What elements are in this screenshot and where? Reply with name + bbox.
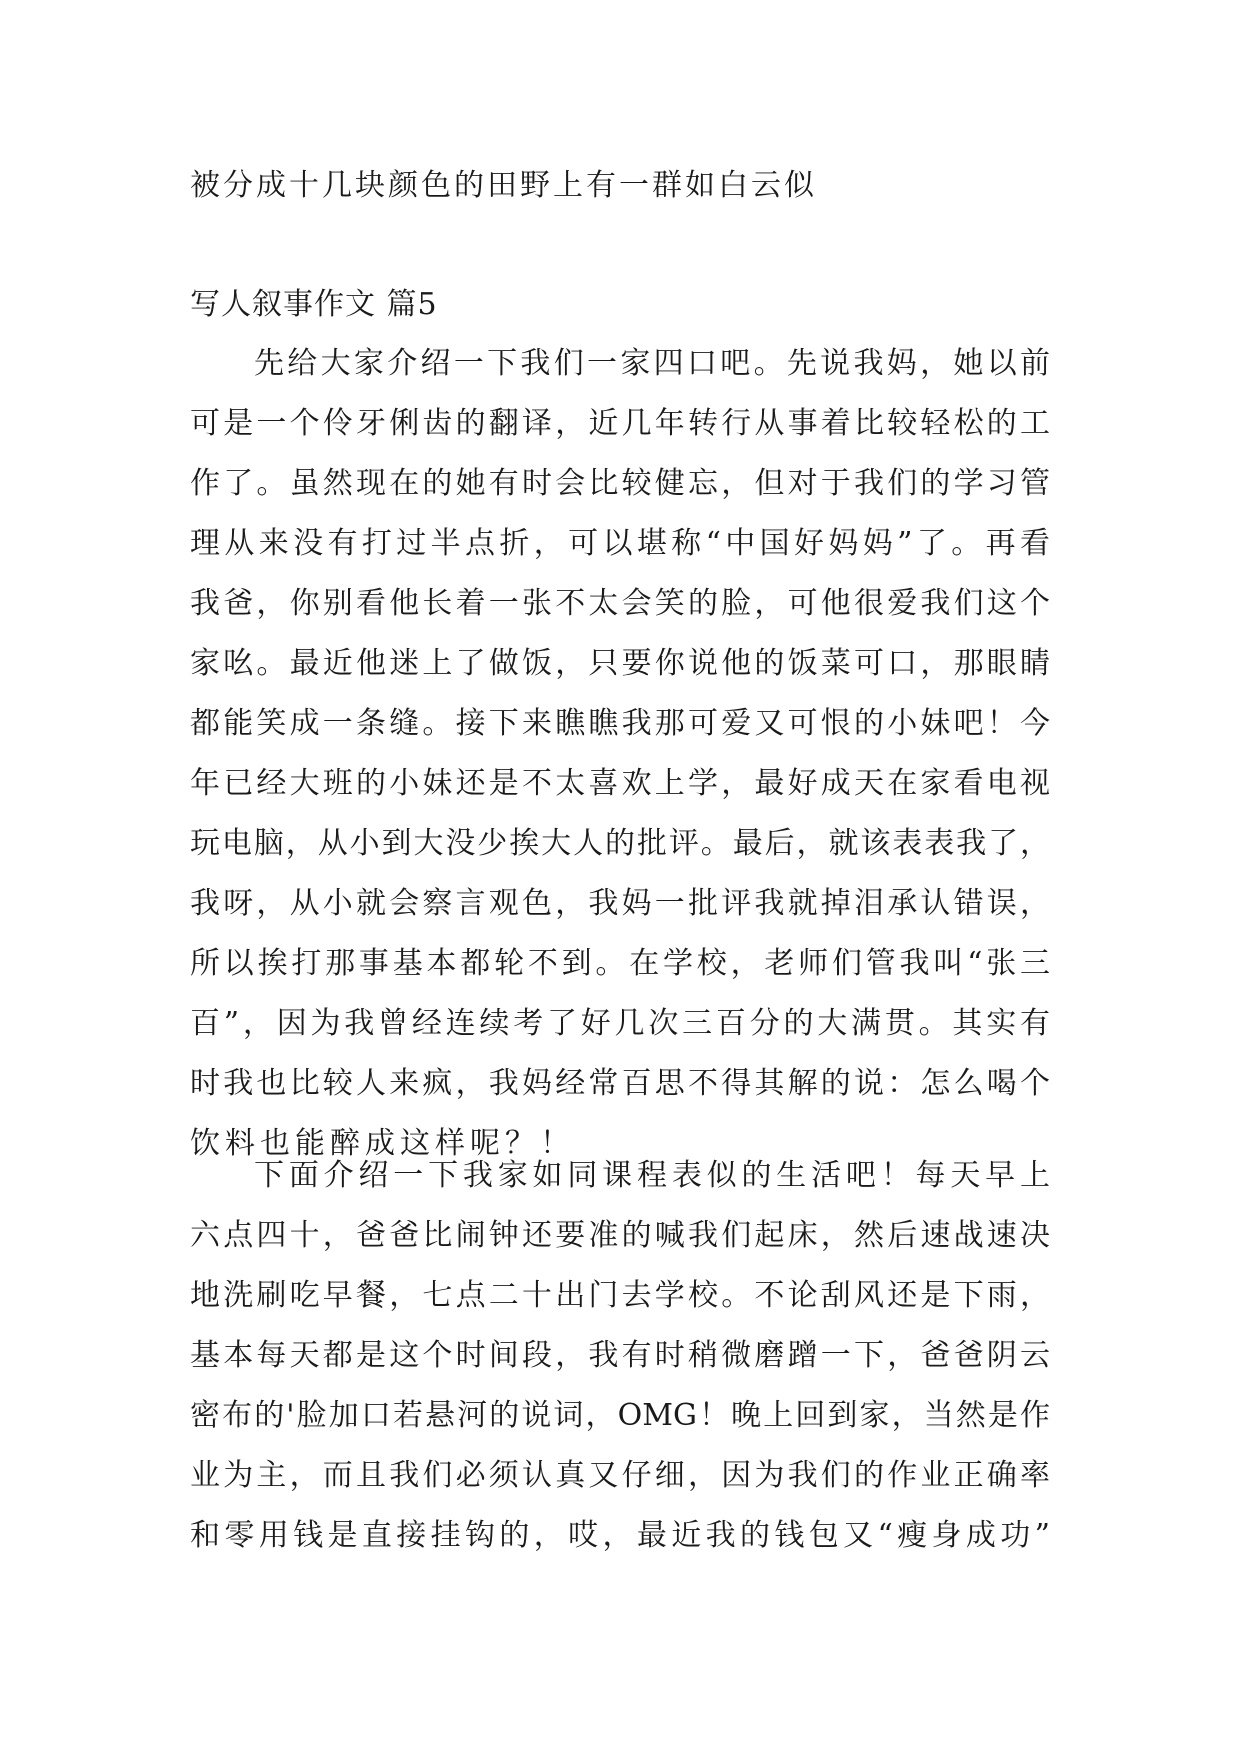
paragraph-line: 时我也比较人来疯，我妈经常百思不得其解的说：怎么喝个 (190, 1066, 1050, 1101)
paragraph-line: 年已经大班的小妹还是不太喜欢上学，最好成天在家看电视 (190, 766, 1050, 801)
paragraph-line: 六点四十，爸爸比闹钟还要准的喊我们起床，然后速战速决 (190, 1218, 1050, 1253)
paragraph-line: 可是一个伶牙俐齿的翻译，近几年转行从事着比较轻松的工 (190, 406, 1050, 441)
paragraph-line: 先给大家介绍一下我们一家四口吧。先说我妈，她以前 (254, 346, 1050, 381)
paragraph-line: 理从来没有打过半点折，可以堪称“中国好妈妈”了。再看 (190, 526, 1050, 561)
paragraph-line: 我爸，你别看他长着一张不太会笑的脸，可他很爱我们这个 (190, 586, 1050, 621)
paragraph-line: 饮料也能醉成这样呢？！ (190, 1126, 575, 1161)
paragraph-line: 和零用钱是直接挂钩的，哎，最近我的钱包又“瘦身成功” (190, 1518, 1050, 1553)
paragraph-line: 地洗刷吃早餐，七点二十出门去学校。不论刮风还是下雨， (190, 1278, 1050, 1313)
section-heading: 写人叙事作文 篇5 (190, 287, 438, 322)
text-fragment: 被分成十几块颜色的田野上有一群如白云似 (190, 168, 817, 203)
paragraph-line: 玩电脑，从小到大没少挨大人的批评。最后，就该表表我了， (190, 826, 1050, 861)
paragraph-line: 百”，因为我曾经连续考了好几次三百分的大满贯。其实有 (190, 1006, 1050, 1041)
paragraph-line: 所以挨打那事基本都轮不到。在学校，老师们管我叫“张三 (190, 946, 1050, 981)
paragraph-line: 业为主，而且我们必须认真又仔细，因为我们的作业正确率 (190, 1458, 1050, 1493)
paragraph-line: 作了。虽然现在的她有时会比较健忘，但对于我们的学习管 (190, 466, 1050, 501)
paragraph-line: 都能笑成一条缝。接下来瞧瞧我那可爱又可恨的小妹吧！今 (190, 706, 1050, 741)
paragraph-line: 我呀，从小就会察言观色，我妈一批评我就掉泪承认错误， (190, 886, 1050, 921)
paragraph-daily-life (190, 1146, 1050, 1566)
paragraph-line: 家吆。最近他迷上了做饭，只要你说他的饭菜可口，那眼睛 (190, 646, 1050, 681)
paragraph-line: 基本每天都是这个时间段，我有时稍微磨蹭一下，爸爸阴云 (190, 1338, 1050, 1373)
paragraph-line: 密布的'脸加口若悬河的说词，OMG！晚上回到家，当然是作 (190, 1398, 1050, 1433)
paragraph-family-intro (190, 334, 1050, 1174)
paragraph-line: 下面介绍一下我家如同课程表似的生活吧！每天早上 (254, 1158, 1050, 1193)
